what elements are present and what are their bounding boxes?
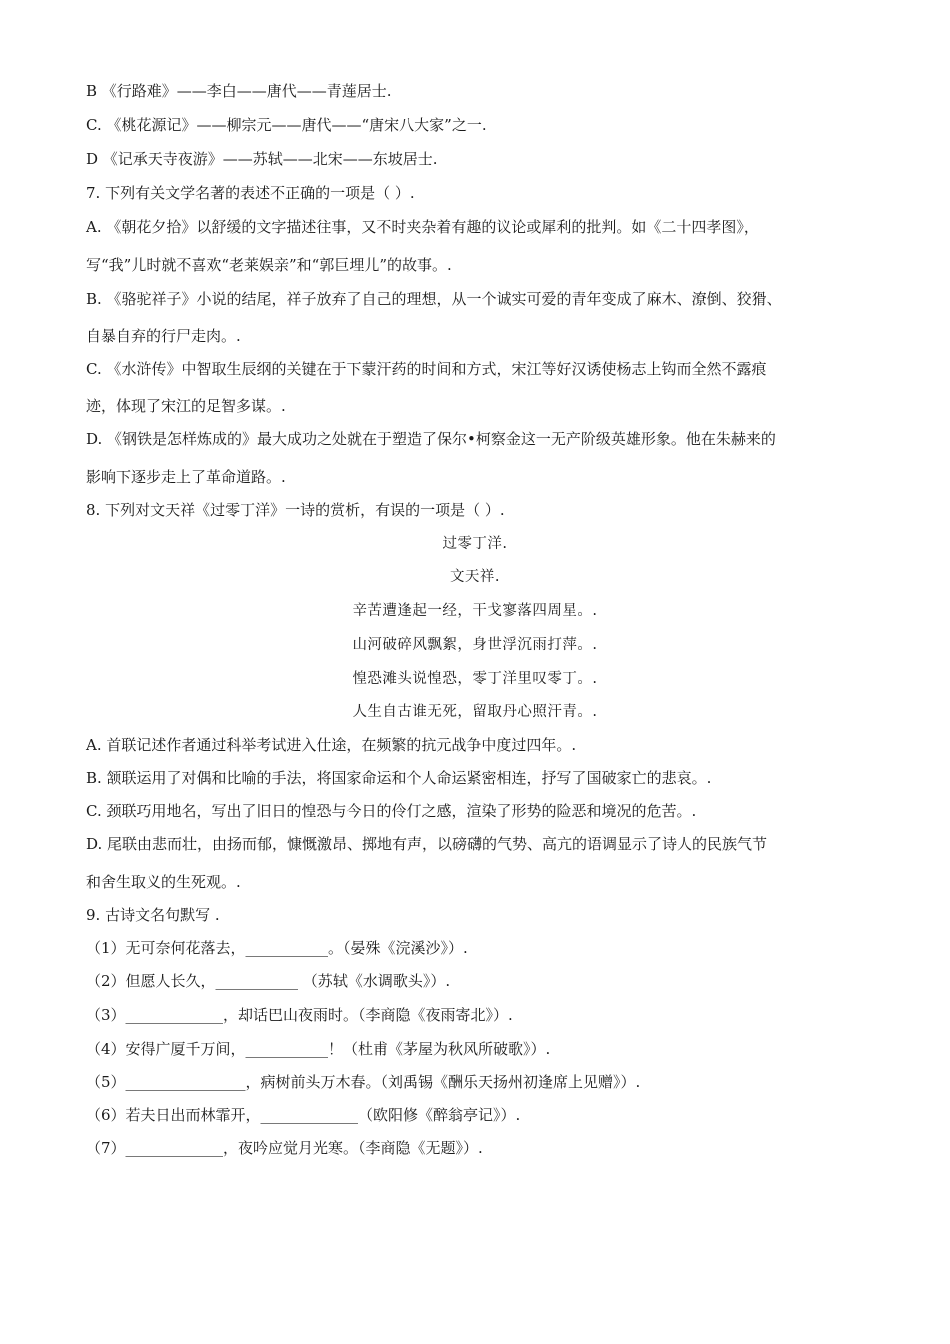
q9-item-6: （6）若夫日出而林霏开，_____________（欧阳修《醉翁亭记》）. [86, 1106, 521, 1124]
q9-item-1: （1）无可奈何花落去，___________。（晏殊《浣溪沙》）. [86, 939, 468, 957]
q6-option-c: C. 《桃花源记》——柳宗元——唐代——“唐宋八大家”之一. [86, 116, 487, 134]
poem-line-3: 惶恐滩头说惶恐，零丁洋里叹零丁。. [352, 671, 598, 687]
q8-option-b: B. 颔联运用了对偶和比喻的手法，将国家命运和个人命运紧密相连，抒写了国破家亡的悲哀。. [86, 769, 712, 787]
q7-option-c-line2: 迹，体现了宋江的足智多谋。. [86, 397, 286, 415]
q6-option-b: B 《行路难》——李白——唐代——青莲居士. [86, 82, 392, 100]
q9-item-2: （2）但愿人长久，___________ （苏轼《水调歌头》）. [86, 972, 451, 990]
poem-line-4: 人生自古谁无死，留取丹心照汗青。. [352, 704, 598, 720]
q9-item-5: （5）________________，病树前头万木春。（刘禹锡《酬乐天扬州初逢席上见赠》）. [86, 1073, 641, 1091]
q7-option-d-line2: 影响下逐步走上了革命道路。. [86, 468, 286, 486]
q9-stem: 9. 古诗文名句默写 . [86, 906, 220, 924]
q7-option-a-line2: 写“我”儿时就不喜欢“老莱娱亲”和“郭巨埋儿”的故事。. [86, 256, 452, 274]
q9-item-4: （4）安得广厦千万间，___________！（杜甫《茅屋为秋风所破歌》）. [86, 1040, 551, 1058]
q7-option-a-line1: A. 《朝花夕拾》以舒缓的文字描述往事，又不时夹杂着有趣的议论或犀利的批判。如《二十四孝图》， [86, 218, 759, 236]
q7-option-c-line1: C. 《水浒传》中智取生辰纲的关键在于下蒙汗药的时间和方式，宋江等好汉诱使杨志上钩而全然不露痕 [86, 360, 767, 378]
q7-option-b-line2: 自暴自弃的行尸走肉。. [86, 327, 241, 345]
q7-stem: 7. 下列有关文学名著的表述不正确的一项是（ ）. [86, 184, 415, 202]
q7-option-b-line1: B. 《骆驼祥子》小说的结尾，祥子放弃了自己的理想，从一个诚实可爱的青年变成了麻木、潦倒、狡猾、 [86, 290, 782, 308]
q9-item-7: （7）_____________，夜吟应觉月光寒。（李商隐《无题》）. [86, 1139, 483, 1157]
q8-option-c: C. 颈联巧用地名，写出了旧日的惶恐与今日的伶仃之感，渲染了形势的险恶和境况的危苦。. [86, 802, 697, 820]
q7-option-d-line1: D. 《钢铁是怎样炼成的》最大成功之处就在于塑造了保尔•柯察金这一无产阶级英雄形象。他在朱赫来的 [86, 430, 776, 448]
q9-item-3: （3）_____________，却话巴山夜雨时。（李商隐《夜雨寄北》）. [86, 1006, 513, 1024]
q6-option-d: D 《记承天寺夜游》——苏轼——北宋——东坡居士. [86, 150, 438, 168]
q8-option-a: A. 首联记述作者通过科举考试进入仕途，在频繁的抗元战争中度过四年。. [86, 736, 577, 754]
poem-author: 文天祥. [449, 569, 501, 585]
q8-option-d-line1: D. 尾联由悲而壮，由扬而郁，慷慨激昂、掷地有声，以磅礴的气势、高亢的语调显示了诗人的民族气节 [86, 835, 768, 853]
q8-stem: 8. 下列对文天祥《过零丁洋》一诗的赏析，有误的一项是（ ）. [86, 501, 505, 519]
q8-option-d-line2: 和舍生取义的生死观。. [86, 873, 241, 891]
poem-line-2: 山河破碎风飘絮，身世浮沉雨打萍。. [352, 637, 598, 653]
poem-title: 过零丁洋. [442, 536, 508, 552]
poem-line-1: 辛苦遭逢起一经，干戈寥落四周星。. [352, 603, 598, 619]
